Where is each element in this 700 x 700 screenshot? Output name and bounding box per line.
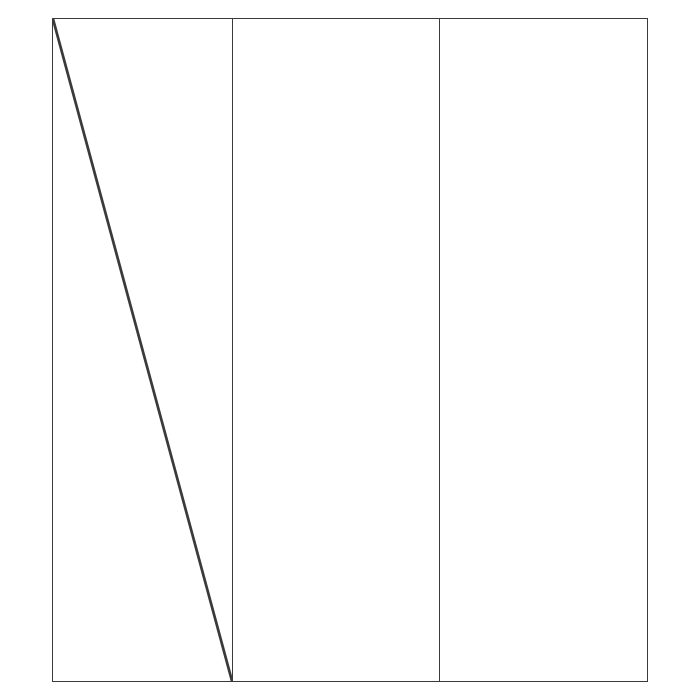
model-b-image-cell <box>440 19 648 682</box>
model-b-product-image <box>440 324 647 376</box>
corner-cell <box>53 19 233 682</box>
header-row <box>53 19 648 682</box>
corner-diagonal <box>53 19 232 681</box>
comparison-table <box>52 18 648 682</box>
model-a-image-cell <box>233 19 440 682</box>
model-a-product-image <box>233 324 439 376</box>
